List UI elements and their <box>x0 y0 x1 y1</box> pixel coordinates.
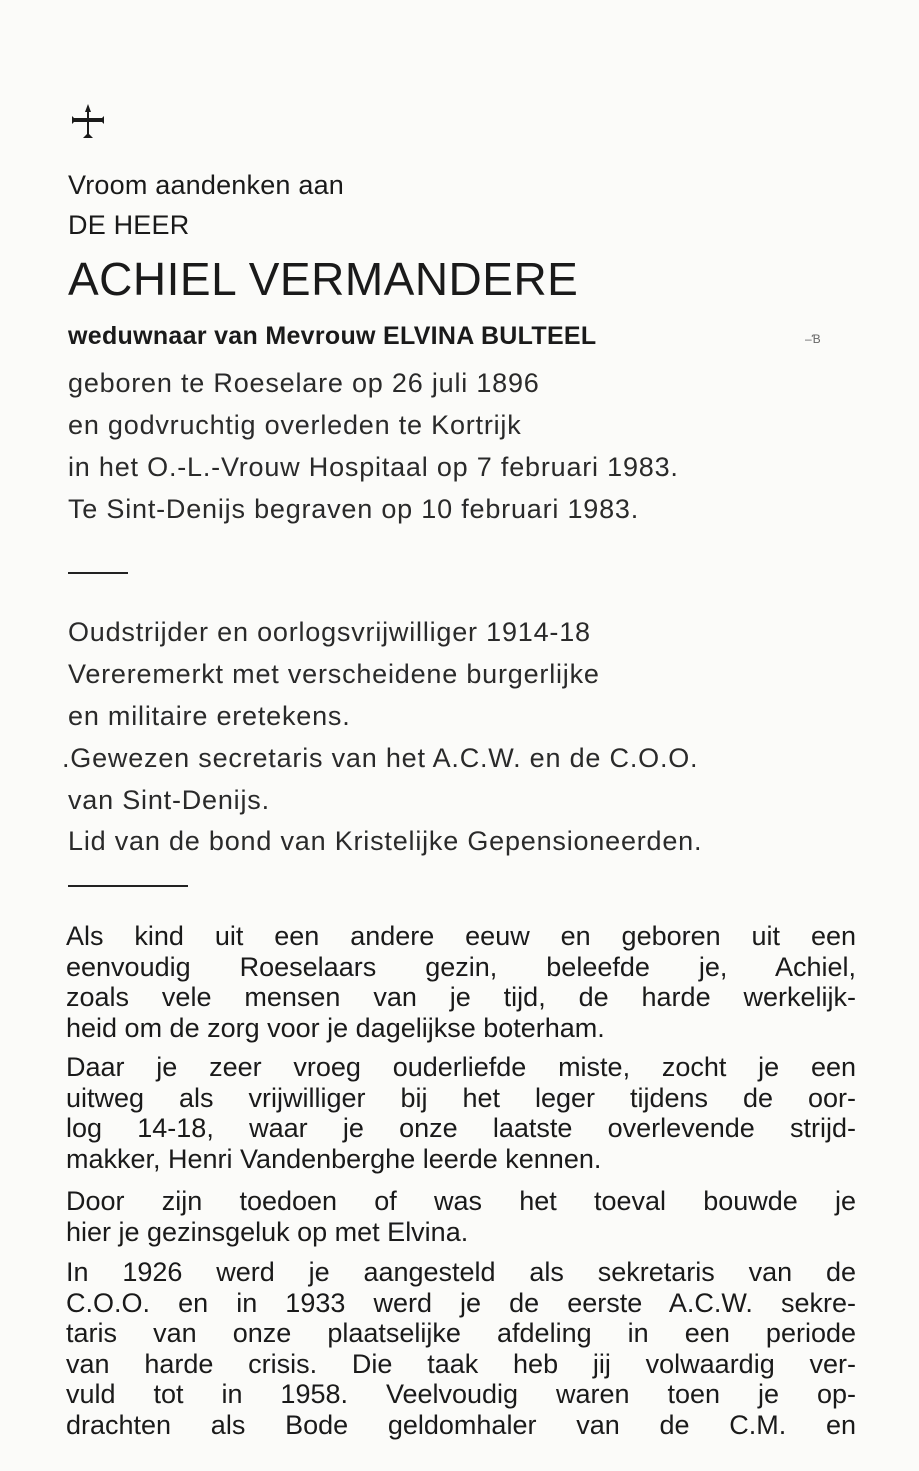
life-date-line: en godvruchtig overleden te Kortrijk <box>68 410 522 440</box>
eulogy-line: zoals vele mensen van je tijd, de harde werkelijk- <box>66 982 856 1012</box>
eulogy-paragraph <box>66 921 856 1043</box>
eulogy-line: C.O.O. en in 1933 werd je de eerste A.C.W. sekre- <box>66 1287 856 1318</box>
eulogy-line: log 14-18, waar je onze laatste overlevende strijd- <box>66 1113 856 1143</box>
eulogy-line: eenvoudig Roeselaars gezin, beleefde je, Achiel, <box>66 951 856 982</box>
eulogy-paragraph <box>66 1052 856 1174</box>
merit-line: van Sint-Denijs. <box>68 785 270 815</box>
eulogy-line: vuld tot in 1958. Veelvoudig waren toen je op- <box>66 1379 856 1409</box>
eulogy-line: hier je gezinsgeluk op met Elvina. <box>66 1216 469 1247</box>
title-prefix: DE HEER <box>68 210 190 240</box>
eulogy-line: taris van onze plaatselijke afdeling in een periode <box>66 1318 856 1348</box>
life-date-line: in het O.-L.-Vrouw Hospitaal op 7 februari 1983. <box>68 452 679 482</box>
intro-text: Vroom aandenken aan <box>68 170 345 200</box>
eulogy-line: heid om de zorg voor je dagelijkse boterham. <box>66 1012 605 1043</box>
merit-line: .Gewezen secretaris van het A.C.W. en de C.O.O. <box>62 743 699 773</box>
life-date-line: Te Sint-Denijs begraven op 10 februari 1983. <box>68 494 640 524</box>
life-date-line: geboren te Roeselare op 26 juli 1896 <box>68 368 540 398</box>
eulogy-line: Als kind uit een andere eeuw en geboren uit een <box>66 921 856 951</box>
eulogy-line: drachten als Bode geldomhaler van de C.M. en <box>66 1409 856 1440</box>
cross-icon <box>68 100 108 140</box>
divider <box>68 572 128 574</box>
widow-line: weduwnaar van Mevrouw ELVINA BULTEEL <box>68 322 597 350</box>
merit-line: Oudstrijder en oorlogsvrijwilliger 1914-18 <box>68 617 591 647</box>
eulogy-line: van harde crisis. Die taak heb jij volwaardig ver- <box>66 1348 856 1379</box>
eulogy-line: In 1926 werd je aangesteld als sekretaris van de <box>66 1257 856 1287</box>
deceased-name: ACHIEL VERMANDERE <box>68 253 579 305</box>
eulogy-paragraph <box>66 1257 856 1440</box>
eulogy-line: makker, Henri Vandenberghe leerde kennen. <box>66 1143 602 1174</box>
eulogy-paragraph <box>66 1186 856 1247</box>
smudge-mark: –Ɓ <box>805 332 821 346</box>
eulogy-line: Daar je zeer vroeg ouderliefde miste, zocht je een <box>66 1052 856 1082</box>
merit-line: Lid van de bond van Kristelijke Gepensioneerden. <box>68 826 703 856</box>
eulogy-line: Door zijn toedoen of was het toeval bouwde je <box>66 1186 856 1216</box>
merit-line: Vereremerkt met verscheidene burgerlijke <box>68 659 600 689</box>
divider <box>68 885 188 887</box>
merit-line: en militaire eretekens. <box>68 701 351 731</box>
eulogy-line: uitweg als vrijwilliger bij het leger tijdens de oor- <box>66 1082 856 1113</box>
